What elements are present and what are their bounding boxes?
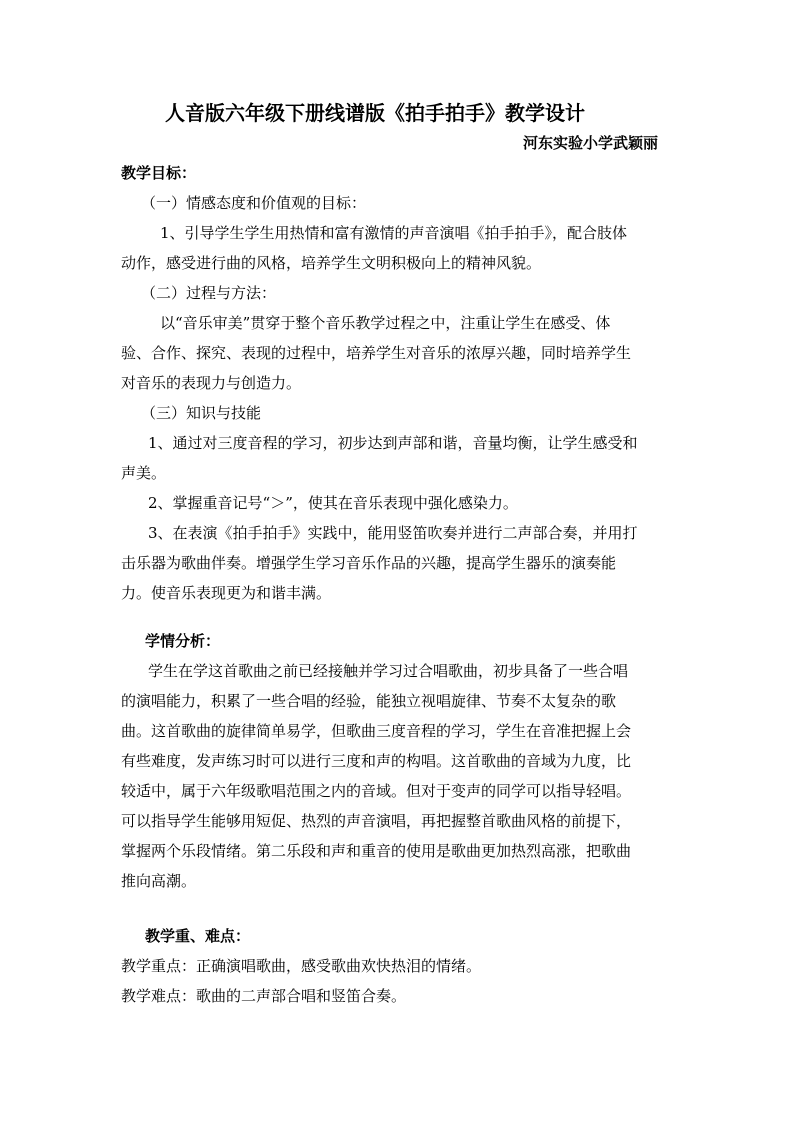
document-title: 人音版六年级下册线谱版《拍手拍手》教学设计 <box>165 101 585 125</box>
author-line: 河东实验小学武颖丽 <box>523 134 659 152</box>
paragraph-line: 3、在表演《拍手拍手》实践中，能用竖笛吹奏并进行二声部合奏，并用打 <box>148 524 638 542</box>
keypoints-heading: 教学重、难点： <box>145 927 251 945</box>
paragraph-line: 以“音乐审美”贯穿于整个音乐教学过程之中，注重让学生在感受、体 <box>160 314 611 332</box>
paragraph-line: 1、通过对三度音程的学习，初步达到声部和谐，音量均衡，让学生感受和 <box>148 434 638 452</box>
paragraph-line: 曲。这首歌曲的旋律简单易学，但歌曲三度音程的学习，学生在音准把握上会 <box>121 722 632 740</box>
paragraph-line: 动作，感受进行曲的风格，培养学生文明积极向上的精神风貌。 <box>121 254 542 272</box>
difficult-point-line: 教学难点：歌曲的二声部合唱和竖笛合奏。 <box>121 987 407 1005</box>
objectives-heading: 教学目标： <box>121 164 197 182</box>
paragraph-line: 1、引导学生学生用热情和富有激情的声音演唱《拍手拍手》，配合肢体 <box>160 224 628 242</box>
paragraph-line: 有些难度，发声练习时可以进行三度和声的构唱。这首歌曲的音域为九度，比 <box>121 752 632 770</box>
paragraph-line: 验、合作、探究、表现的过程中，培养学生对音乐的浓厚兴趣，同时培养学生 <box>121 344 632 362</box>
paragraph-line: 学生在学这首歌曲之前已经接触并学习过合唱歌曲，初步具备了一些合唱 <box>148 662 629 680</box>
paragraph-line: 较适中，属于六年级歌唱范围之内的音域。但对于变声的同学可以指导轻唱。 <box>121 782 632 800</box>
paragraph-line: 2、掌握重音记号“＞”，使其在音乐表现中强化感染力。 <box>148 494 518 512</box>
paragraph-line: 声美。 <box>121 464 167 482</box>
analysis-heading: 学情分析： <box>145 632 221 650</box>
section-heading: （一）情感态度和价值观的目标： <box>141 194 367 212</box>
paragraph-line: 掌握两个乐段情绪。第二乐段和声和重音的使用是歌曲更加热烈高涨，把歌曲 <box>121 842 632 860</box>
paragraph-line: 对音乐的表现力与创造力。 <box>121 374 302 392</box>
paragraph-line: 的演唱能力，积累了一些合唱的经验，能独立视唱旋律、节奏不太复杂的歌 <box>121 692 617 710</box>
section-heading: （二）过程与方法： <box>141 284 277 302</box>
key-point-line: 教学重点：正确演唱歌曲，感受歌曲欢快热泪的情绪。 <box>121 957 482 975</box>
paragraph-line: 力。使音乐表现更为和谐丰满。 <box>121 584 332 602</box>
paragraph-line: 可以指导学生能够用短促、热烈的声音演唱，再把握整首歌曲风格的前提下， <box>121 812 632 830</box>
paragraph-line: 击乐器为歌曲伴奏。增强学生学习音乐作品的兴趣，提高学生器乐的演奏能 <box>121 554 617 572</box>
paragraph-line: 推向高潮。 <box>121 872 197 890</box>
section-heading: （三）知识与技能 <box>141 404 262 422</box>
